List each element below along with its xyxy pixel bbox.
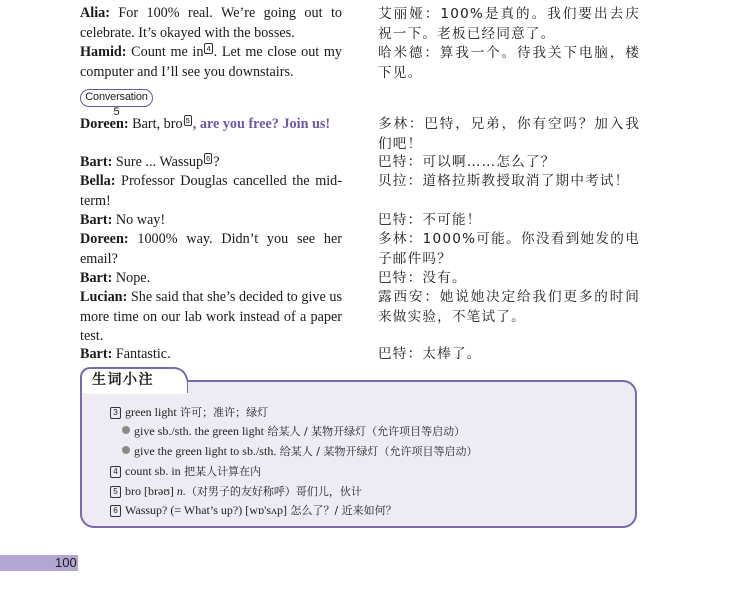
translation-line-alia: 艾丽娅：100%是真的。我们要出去庆祝一下。老板已经同意了。 <box>378 6 640 42</box>
highlighted-text: , are you free? Join us! <box>192 116 331 132</box>
bullet-icon <box>122 446 130 454</box>
footnote-ref: 6 <box>206 154 211 163</box>
line-text: She said that she’s decided to give us more time on our lab work instead of a paper test. <box>80 289 342 345</box>
dialogue-line-doreen <box>80 115 342 135</box>
line-text: Count me in <box>126 44 204 60</box>
line-text: 1000% way. Didn’t you see her email? <box>80 231 342 267</box>
entry-definition: 怎么了？/ 近来如何？ <box>286 504 397 517</box>
line-text: ? <box>213 154 220 170</box>
vocab-entry <box>110 404 268 421</box>
translation-line-bart: 巴特：太棒了。 <box>378 346 482 362</box>
line-text: No way! <box>112 212 166 228</box>
dialogue-line-bart <box>80 345 342 365</box>
entry-term: give the green light to sb./sth. <box>134 444 277 458</box>
translation-line-bart: 巴特：可以啊……怎么了？ <box>378 154 556 170</box>
entry-term: give sb./sth. the green light <box>134 424 264 438</box>
dialogue-line-hamid <box>80 43 342 82</box>
footnote-ref: 5 <box>185 116 190 125</box>
conversation-label: Conversation 5 <box>80 89 153 107</box>
entry-number: 4 <box>110 466 121 478</box>
speaker: Bart: <box>80 270 113 286</box>
dialogue-line-bella <box>80 172 342 211</box>
bullet-icon <box>122 426 130 434</box>
entry-definition: 许可；准许；绿灯 <box>176 406 269 419</box>
speaker: Bart: <box>80 346 113 362</box>
speaker: Bart: <box>80 154 113 170</box>
translation-line-doreen: 多林：巴特，兄弟，你有空吗？加入我们吧！ <box>378 116 640 152</box>
entry-definition: 给某人 / 某物开绿灯（允许项目等启动） <box>276 445 478 458</box>
entry-definition: 给某人 / 某物开绿灯（允许项目等启动） <box>263 425 466 438</box>
line-text: Bart, bro <box>128 116 183 132</box>
line-text: Fantastic. <box>112 346 171 362</box>
translation-line-bart: 巴特：不可能！ <box>378 212 482 228</box>
line-text: . Let me close out my computer and I’ll see you downstairs. <box>80 44 342 80</box>
vocab-subentry <box>122 443 478 460</box>
speaker: Alia: <box>80 5 110 21</box>
vocabulary-title: 生词小注 <box>92 372 154 388</box>
translation-line-bart: 巴特：没有。 <box>378 270 467 286</box>
speaker: Bart: <box>80 212 113 228</box>
line-text: Nope. <box>112 270 151 286</box>
dialogue-line-bart <box>80 211 342 231</box>
dialogue-line-bart <box>80 153 342 173</box>
entry-term: Wassup? (= What’s up?) [wɒ'sʌp] <box>125 503 287 517</box>
entry-term: count sb. in <box>125 464 181 478</box>
dialogue-line-lucian <box>80 288 342 347</box>
part-of-speech: n. <box>176 484 186 498</box>
entry-term: bro [brəʊ] <box>125 484 177 498</box>
speaker: Lucian: <box>80 289 128 305</box>
entry-definition: （对男子的友好称呼）哥们儿，伙计 <box>185 485 362 498</box>
dialogue-line-alia <box>80 4 342 43</box>
speaker: Hamid: <box>80 44 127 60</box>
translation-line-doreen: 多林：1000%可能。你没看到她发的电子邮件吗？ <box>378 231 640 267</box>
line-text: Sure ... Wassup <box>112 154 204 170</box>
speaker: Doreen: <box>80 116 129 132</box>
vocab-subentry <box>122 423 465 440</box>
footnote-ref: 4 <box>206 44 211 53</box>
line-text: Professor Douglas cancelled the mid-term! <box>80 173 342 209</box>
dialogue-line-bart <box>80 269 342 289</box>
entry-number: 3 <box>110 407 121 419</box>
line-text: For 100% real. We’re going out to celebrate. It’s okayed with the bosses. <box>80 5 342 41</box>
entry-number: 6 <box>110 505 121 517</box>
speaker: Doreen: <box>80 231 129 247</box>
entry-number: 5 <box>110 486 121 498</box>
dialogue-line-doreen <box>80 230 342 269</box>
vocab-entry <box>110 483 362 500</box>
entry-definition: 把某人计算在内 <box>180 465 262 478</box>
vocab-entry <box>110 502 397 519</box>
page-number: 100 <box>55 555 77 570</box>
vocab-entry <box>110 463 261 480</box>
translation-line-bella: 贝拉：道格拉斯教授取消了期中考试！ <box>378 173 630 189</box>
entry-term: green light <box>125 405 177 419</box>
speaker: Bella: <box>80 173 116 189</box>
translation-line-hamid: 哈米德：算我一个。待我关下电脑，楼下见。 <box>378 45 640 81</box>
translation-line-lucian: 露西安：她说她决定给我们更多的时间来做实验，不笔试了。 <box>378 289 640 325</box>
